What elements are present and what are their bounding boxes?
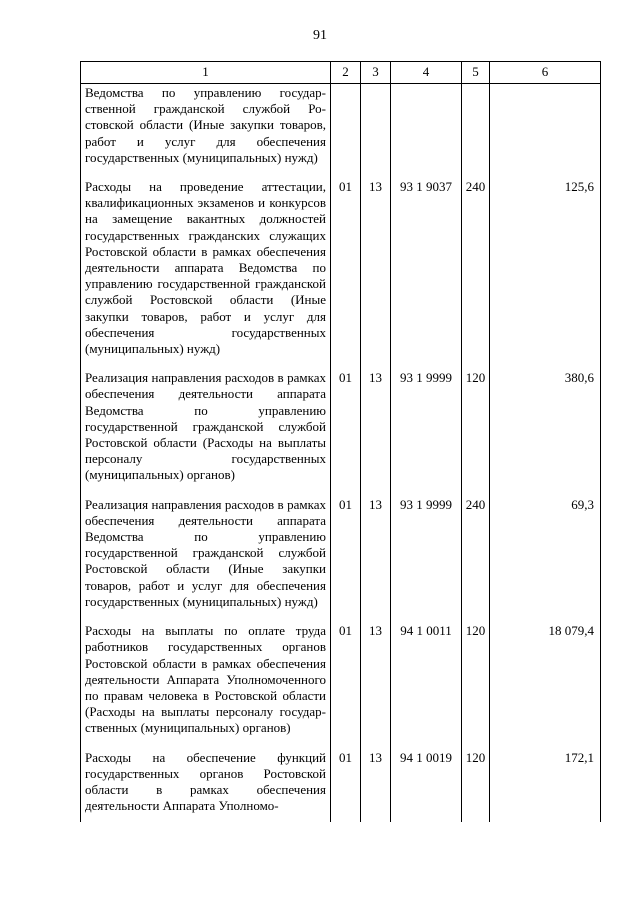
column-header-2: 2 bbox=[331, 62, 361, 84]
column-header-3: 3 bbox=[361, 62, 391, 84]
column-header-1: 1 bbox=[81, 62, 331, 84]
column-header-4: 4 bbox=[391, 62, 462, 84]
row-target-item: 93 1 9037 bbox=[391, 178, 462, 369]
row-description: Расходы на обеспечение функций государственных органов Ростовской области в рамках обеспечения деятельности Аппарата Уполномо- bbox=[81, 749, 331, 823]
row-subsection: 13 bbox=[361, 178, 391, 369]
row-amount bbox=[490, 84, 601, 179]
row-description: Ведомства по управлению государственной гражданской службой Ростовской области (Иные закупки товаров, работ и услуг для обеспечения государственных (муниципальных) нужд) bbox=[81, 84, 331, 179]
row-subsection: 13 bbox=[361, 496, 391, 622]
column-header-5: 5 bbox=[462, 62, 490, 84]
row-description: Расходы на проведение аттестации, квалификационных экзаменов и конкурсов на замещение вакантных должностей государственных гражданских служащих Ростовской области в рамках обеспечения деятельности аппарата Ведомства по управлению государственной гражданской службой Ростовской области (Иные закупки товаров, работ и услуг для обеспечения государственных (муниципальных) нужд) bbox=[81, 178, 331, 369]
row-expense-type: 120 bbox=[462, 622, 490, 748]
table-row bbox=[81, 84, 601, 179]
row-subsection: 13 bbox=[361, 369, 391, 495]
row-target-item: 94 1 0019 bbox=[391, 749, 462, 823]
table-row bbox=[81, 496, 601, 622]
page-number: 91 bbox=[313, 28, 327, 43]
row-target-item: 93 1 9999 bbox=[391, 369, 462, 495]
row-amount: 125,6 bbox=[490, 178, 601, 369]
row-expense-type: 120 bbox=[462, 749, 490, 823]
row-section: 01 bbox=[331, 749, 361, 823]
row-section: 01 bbox=[331, 496, 361, 622]
row-expense-type: 240 bbox=[462, 178, 490, 369]
row-subsection bbox=[361, 84, 391, 179]
row-amount: 172,1 bbox=[490, 749, 601, 823]
row-description: Расходы на выплаты по оплате труда работников государственных органов Ростовской области в рамках обеспечения деятельности Аппарата Уполномоченного по правам человека в Ростовской области (Расходы на выплаты персоналу государственных (муниципальных) органов) bbox=[81, 622, 331, 748]
row-description: Реализация направления расходов в рамках обеспечения деятельности аппарата Ведомства по управлению государственной гражданской службой Ростовской области (Расходы на выплаты персоналу государственных (муниципальных) органов) bbox=[81, 369, 331, 495]
column-header-6: 6 bbox=[490, 62, 601, 84]
row-subsection: 13 bbox=[361, 749, 391, 823]
row-expense-type: 120 bbox=[462, 369, 490, 495]
row-amount: 380,6 bbox=[490, 369, 601, 495]
row-target-item: 94 1 0011 bbox=[391, 622, 462, 748]
row-section: 01 bbox=[331, 369, 361, 495]
table-header-row bbox=[81, 62, 601, 84]
row-section: 01 bbox=[331, 178, 361, 369]
table-row bbox=[81, 622, 601, 748]
row-description: Реализация направления расходов в рамках обеспечения деятельности аппарата Ведомства по управлению государственной гражданской службой Ростовской области (Иные закупки товаров, работ и услуг для обеспечения государственных (муниципальных) нужд) bbox=[81, 496, 331, 622]
row-amount: 18 079,4 bbox=[490, 622, 601, 748]
row-target-item bbox=[391, 84, 462, 179]
row-expense-type: 240 bbox=[462, 496, 490, 622]
budget-table bbox=[80, 61, 601, 822]
table-row bbox=[81, 749, 601, 823]
row-target-item: 93 1 9999 bbox=[391, 496, 462, 622]
row-section bbox=[331, 84, 361, 179]
table-row bbox=[81, 369, 601, 495]
row-subsection: 13 bbox=[361, 622, 391, 748]
table-row bbox=[81, 178, 601, 369]
row-expense-type bbox=[462, 84, 490, 179]
row-amount: 69,3 bbox=[490, 496, 601, 622]
row-section: 01 bbox=[331, 622, 361, 748]
